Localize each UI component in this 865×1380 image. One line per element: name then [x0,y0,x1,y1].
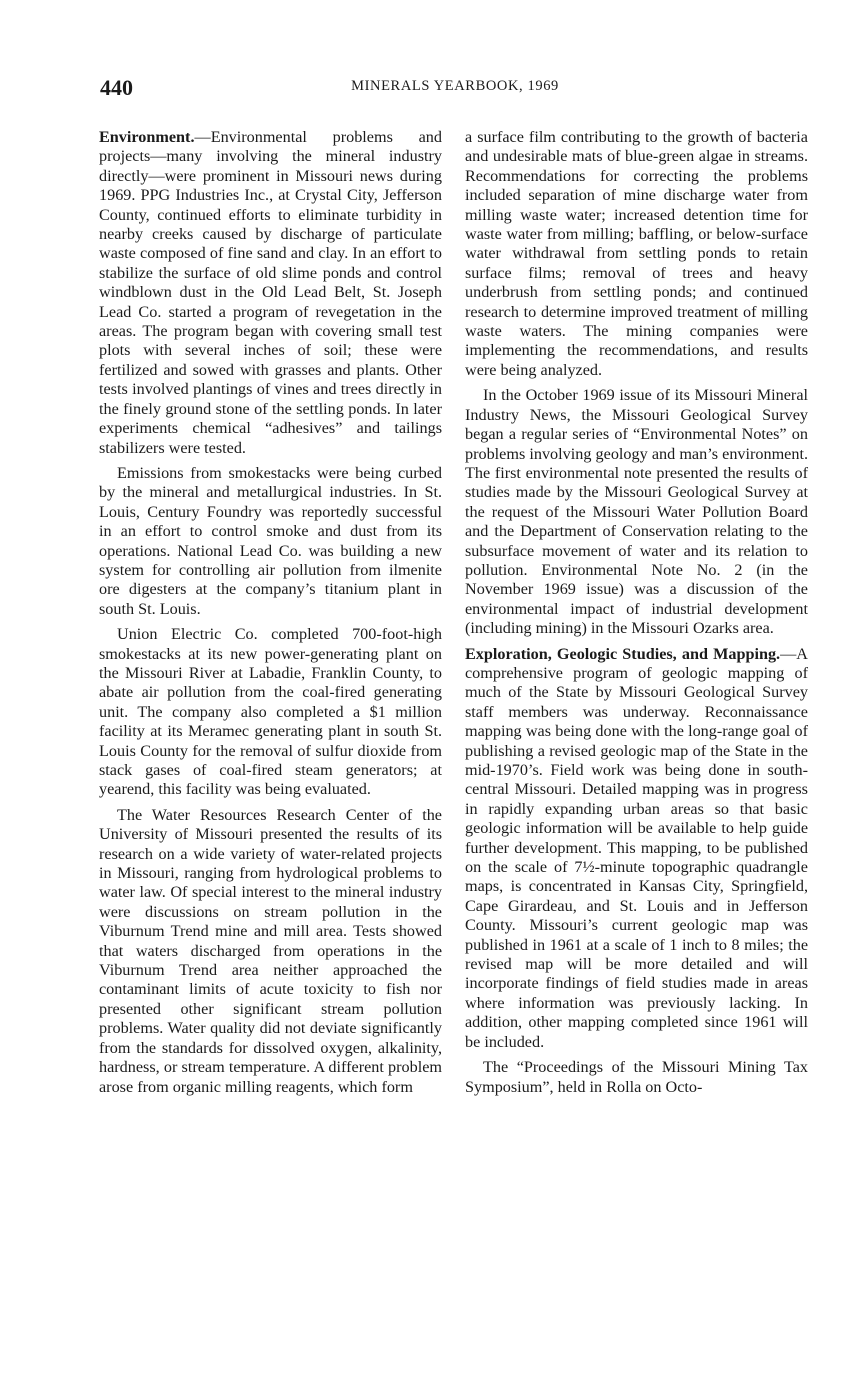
tax-symposium-paragraph: The “Proceedings of the Missouri Mining Tax Symposium”, held in Rolla on Octo- [465,1058,808,1096]
exploration-paragraph [465,645,808,1053]
smokestack-emissions-paragraph: Emissions from smokestacks were being curbed by the mineral and metallurgical industries. In St. Louis, Century Foundry was reportedly successful in an effort to control smoke and dust from its operations. National Lead Co. was building a new system for controlling air pollution from ilmenite ore digesters at the company’s titanium plant in south St. Louis. [99,463,442,618]
environment-text: —Environmental problems and projects—many involving the mineral industry directly—were prominent in Missouri news during 1969. PPG Industries Inc., at Crystal City, Jefferson County, continued efforts to eliminate turbidity in nearby creeks caused by discharge of particulate waste composed of fine sand and clay. In an effort to stabilize the surface of old slime ponds and control windblown dust in the Old Lead Belt, St. Joseph Lead Co. started a program of revegetation in the areas. The program began with covering small test plots with several inches of soil; these were fertilized and sowed with grasses and plants. Other tests involved plantings of vines and trees directly in the finely ground stone of the settling ponds. In later experiments chemical “adhesives” and tailings stabilizers were tested. [99,128,442,457]
right-column [465,128,808,1103]
page-number: 440 [100,75,133,100]
environmental-notes-paragraph: In the October 1969 issue of its Missouri Mineral Industry News, the Missouri Geological Survey began a regular series of “Environmental Notes” on problems involving geology and man’s environment. The first environmental note presented the results of studies made by the Missouri Geological Survey at the request of the Missouri Water Pollution Board and the Department of Conservation relating to the subsurface movement of water and its relation to pollution. Environmental Note No. 2 (in the November 1969 issue) was a discussion of the environmental impact of industrial development (including mining) in the Missouri Ozarks area. [465,386,808,638]
environment-paragraph [99,128,442,458]
environment-heading: Environment. [99,128,195,146]
left-column [99,128,442,1103]
exploration-text: —A comprehensive program of geologic mapping of much of the State by Missouri Geological Survey staff members was underway. Reconnaissance mapping was being done with the long-range goal of publishing a revised geologic map of the State in the mid-1970’s. Field work was being done in south-central Missouri. Detailed mapping was in progress in rapidly expanding urban areas so that basic geologic information will be available to help guide further development. This mapping, to be published on the scale of 7½-minute topographic quadrangle maps, is concentrated in Kansas City, Springfield, Cape Girardeau, and St. Louis and in Jefferson County. Missouri’s current geologic map was published in 1961 at a scale of 1 inch to 8 miles; the revised map will be more detailed and will incorporate findings of field studies made in areas where information was previously lacking. In addition, other mapping completed since 1961 will be included. [465,644,808,1051]
exploration-heading: Exploration, Geologic Studies, and Mapping. [465,644,781,663]
running-head: MINERALS YEARBOOK, 1969 [351,78,559,94]
recommendations-paragraph: a surface film contributing to the growth of bacteria and undesirable mats of blue-green algae in streams. Recommendations for correcting the problems included separation of mine discharge water from milling waste water; increased detention time for waste water from milling; baffling, or below-surface water withdrawal from settling ponds to retain surface films; removal of trees and heavy underbrush from settling ponds; and continued research to determine improved treatment of milling waste waters. The mining companies were implementing the recommendations, and results were being analyzed. [465,128,808,379]
water-resources-paragraph: The Water Resources Research Center of the University of Missouri presented the results of its research on a wide variety of water-related projects in Missouri, ranging from hydrological problems to water law. Of special interest to the mineral industry were discussions on stream pollution in the Viburnum Trend mine and mill area. Tests showed that waters discharged from operations in the Viburnum Trend area neither approached the contaminant limits of acute toxicity to fish nor presented other significant stream pollution problems. Water quality did not deviate significantly from the standards for dissolved oxygen, alkalinity, hardness, or stream temperature. A different problem arose from organic milling reagents, which form [99,805,442,1096]
union-electric-paragraph: Union Electric Co. completed 700-foot-high smokestacks at its new power-generating plant on the Missouri River at Labadie, Franklin County, to abate air pollution from the coal-fired generating unit. The company also completed a $1 million facility at its Meramec generating plant in south St. Louis County for the removal of sulfur dioxide from stack gases of coal-fired steam generators; at yearend, this facility was being evaluated. [99,625,442,799]
